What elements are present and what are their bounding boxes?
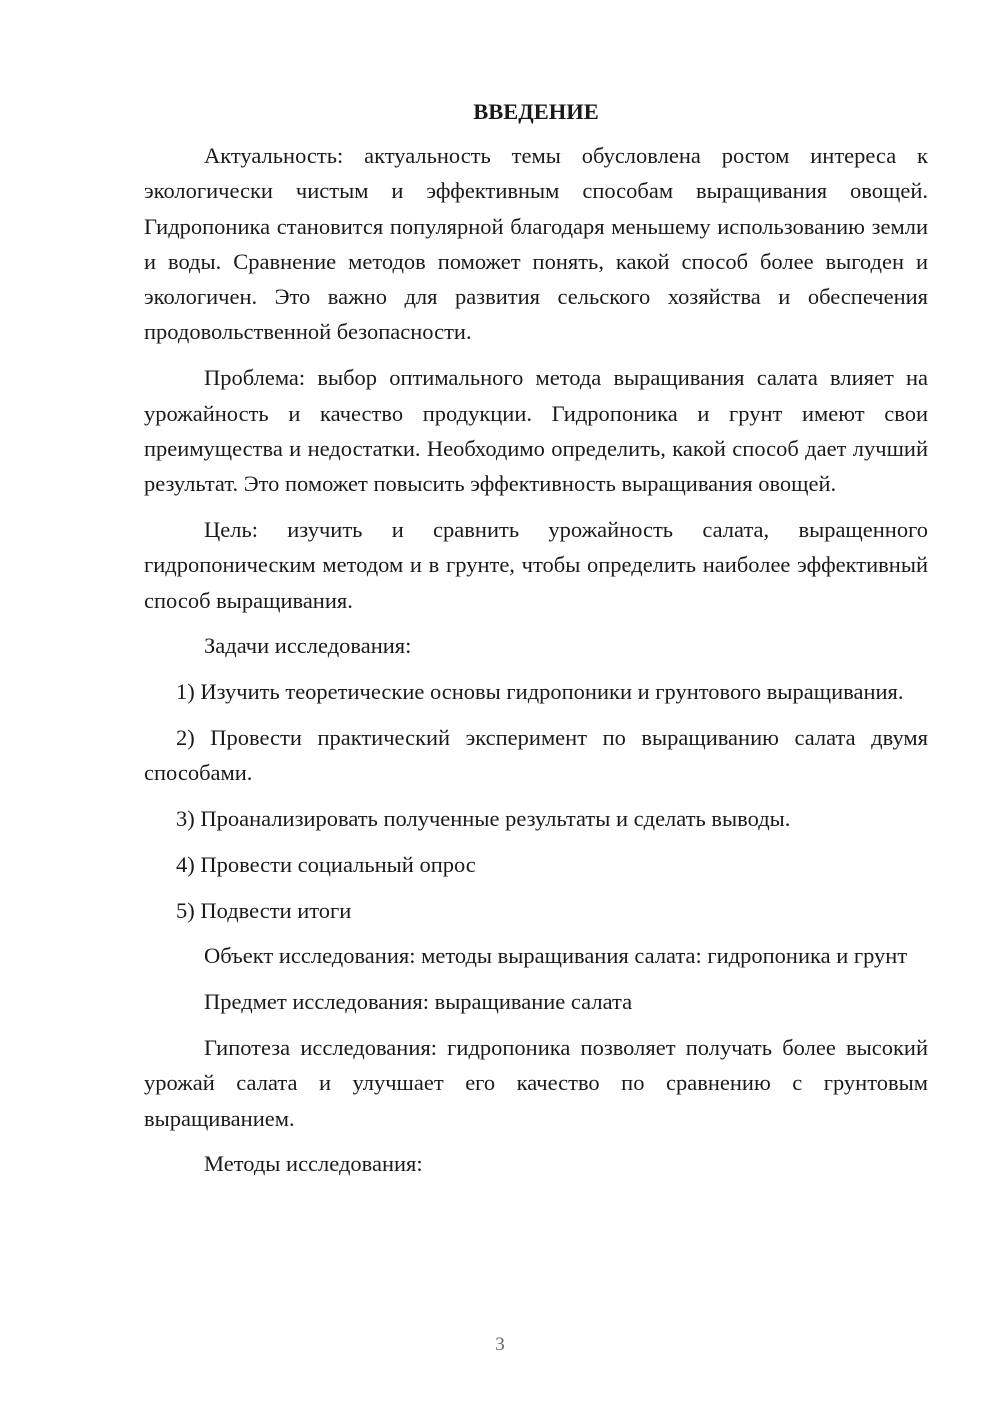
problem-paragraph: Проблема: выбор оптимального метода выращивания салата влияет на урожайность и качество продукции. Гидропоника и грунт имеют свои преимущества и недостатки. Необходимо определить, какой способ дает лучший результат. Это поможет повысить эффективность выращивания овощей. <box>144 365 928 497</box>
document-page <box>144 96 928 1192</box>
relevance-paragraph: Актуальность: актуальность темы обусловлена ростом интереса к экологически чистым и эффективным способам выращивания овощей. Гидропоника становится популярной благодаря меньшему использованию земли и воды. Сравнение методов поможет понять, какой способ более выгоден и экологичен. Это важно для развития сельского хозяйства и обеспечения продовольственной безопасности. <box>144 143 928 345</box>
tasks-heading: Задачи исследования: <box>204 633 412 659</box>
hypothesis-paragraph: Гипотеза исследования: гидропоника позволяет получать более высокий урожай салата и улучшает его качество по сравнению с грунтовым выращиванием. <box>144 1035 928 1131</box>
section-title: ВВЕДЕНИЕ <box>473 99 599 124</box>
object-paragraph: Объект исследования: методы выращивания салата: гидропоника и грунт <box>204 943 908 969</box>
task-item-4: 4) Провести социальный опрос <box>176 851 476 877</box>
task-item-5: 5) Подвести итоги <box>176 897 352 923</box>
page-number: 3 <box>495 1334 505 1355</box>
subject-paragraph: Предмет исследования: выращивание салата <box>204 989 633 1015</box>
task-item-1: 1) Изучить теоретические основы гидропоники и грунтового выращивания. <box>176 679 904 705</box>
methods-heading: Методы исследования: <box>204 1151 423 1177</box>
task-item-2: 2) Провести практический эксперимент по выращиванию салата двумя способами. <box>144 724 928 786</box>
goal-paragraph: Цель: изучить и сравнить урожайность салата, выращенного гидропоническим методом и в грунте, чтобы определить наиболее эффективный способ выращивания. <box>144 516 928 613</box>
task-item-3: 3) Проанализировать полученные результаты и сделать выводы. <box>176 806 791 832</box>
